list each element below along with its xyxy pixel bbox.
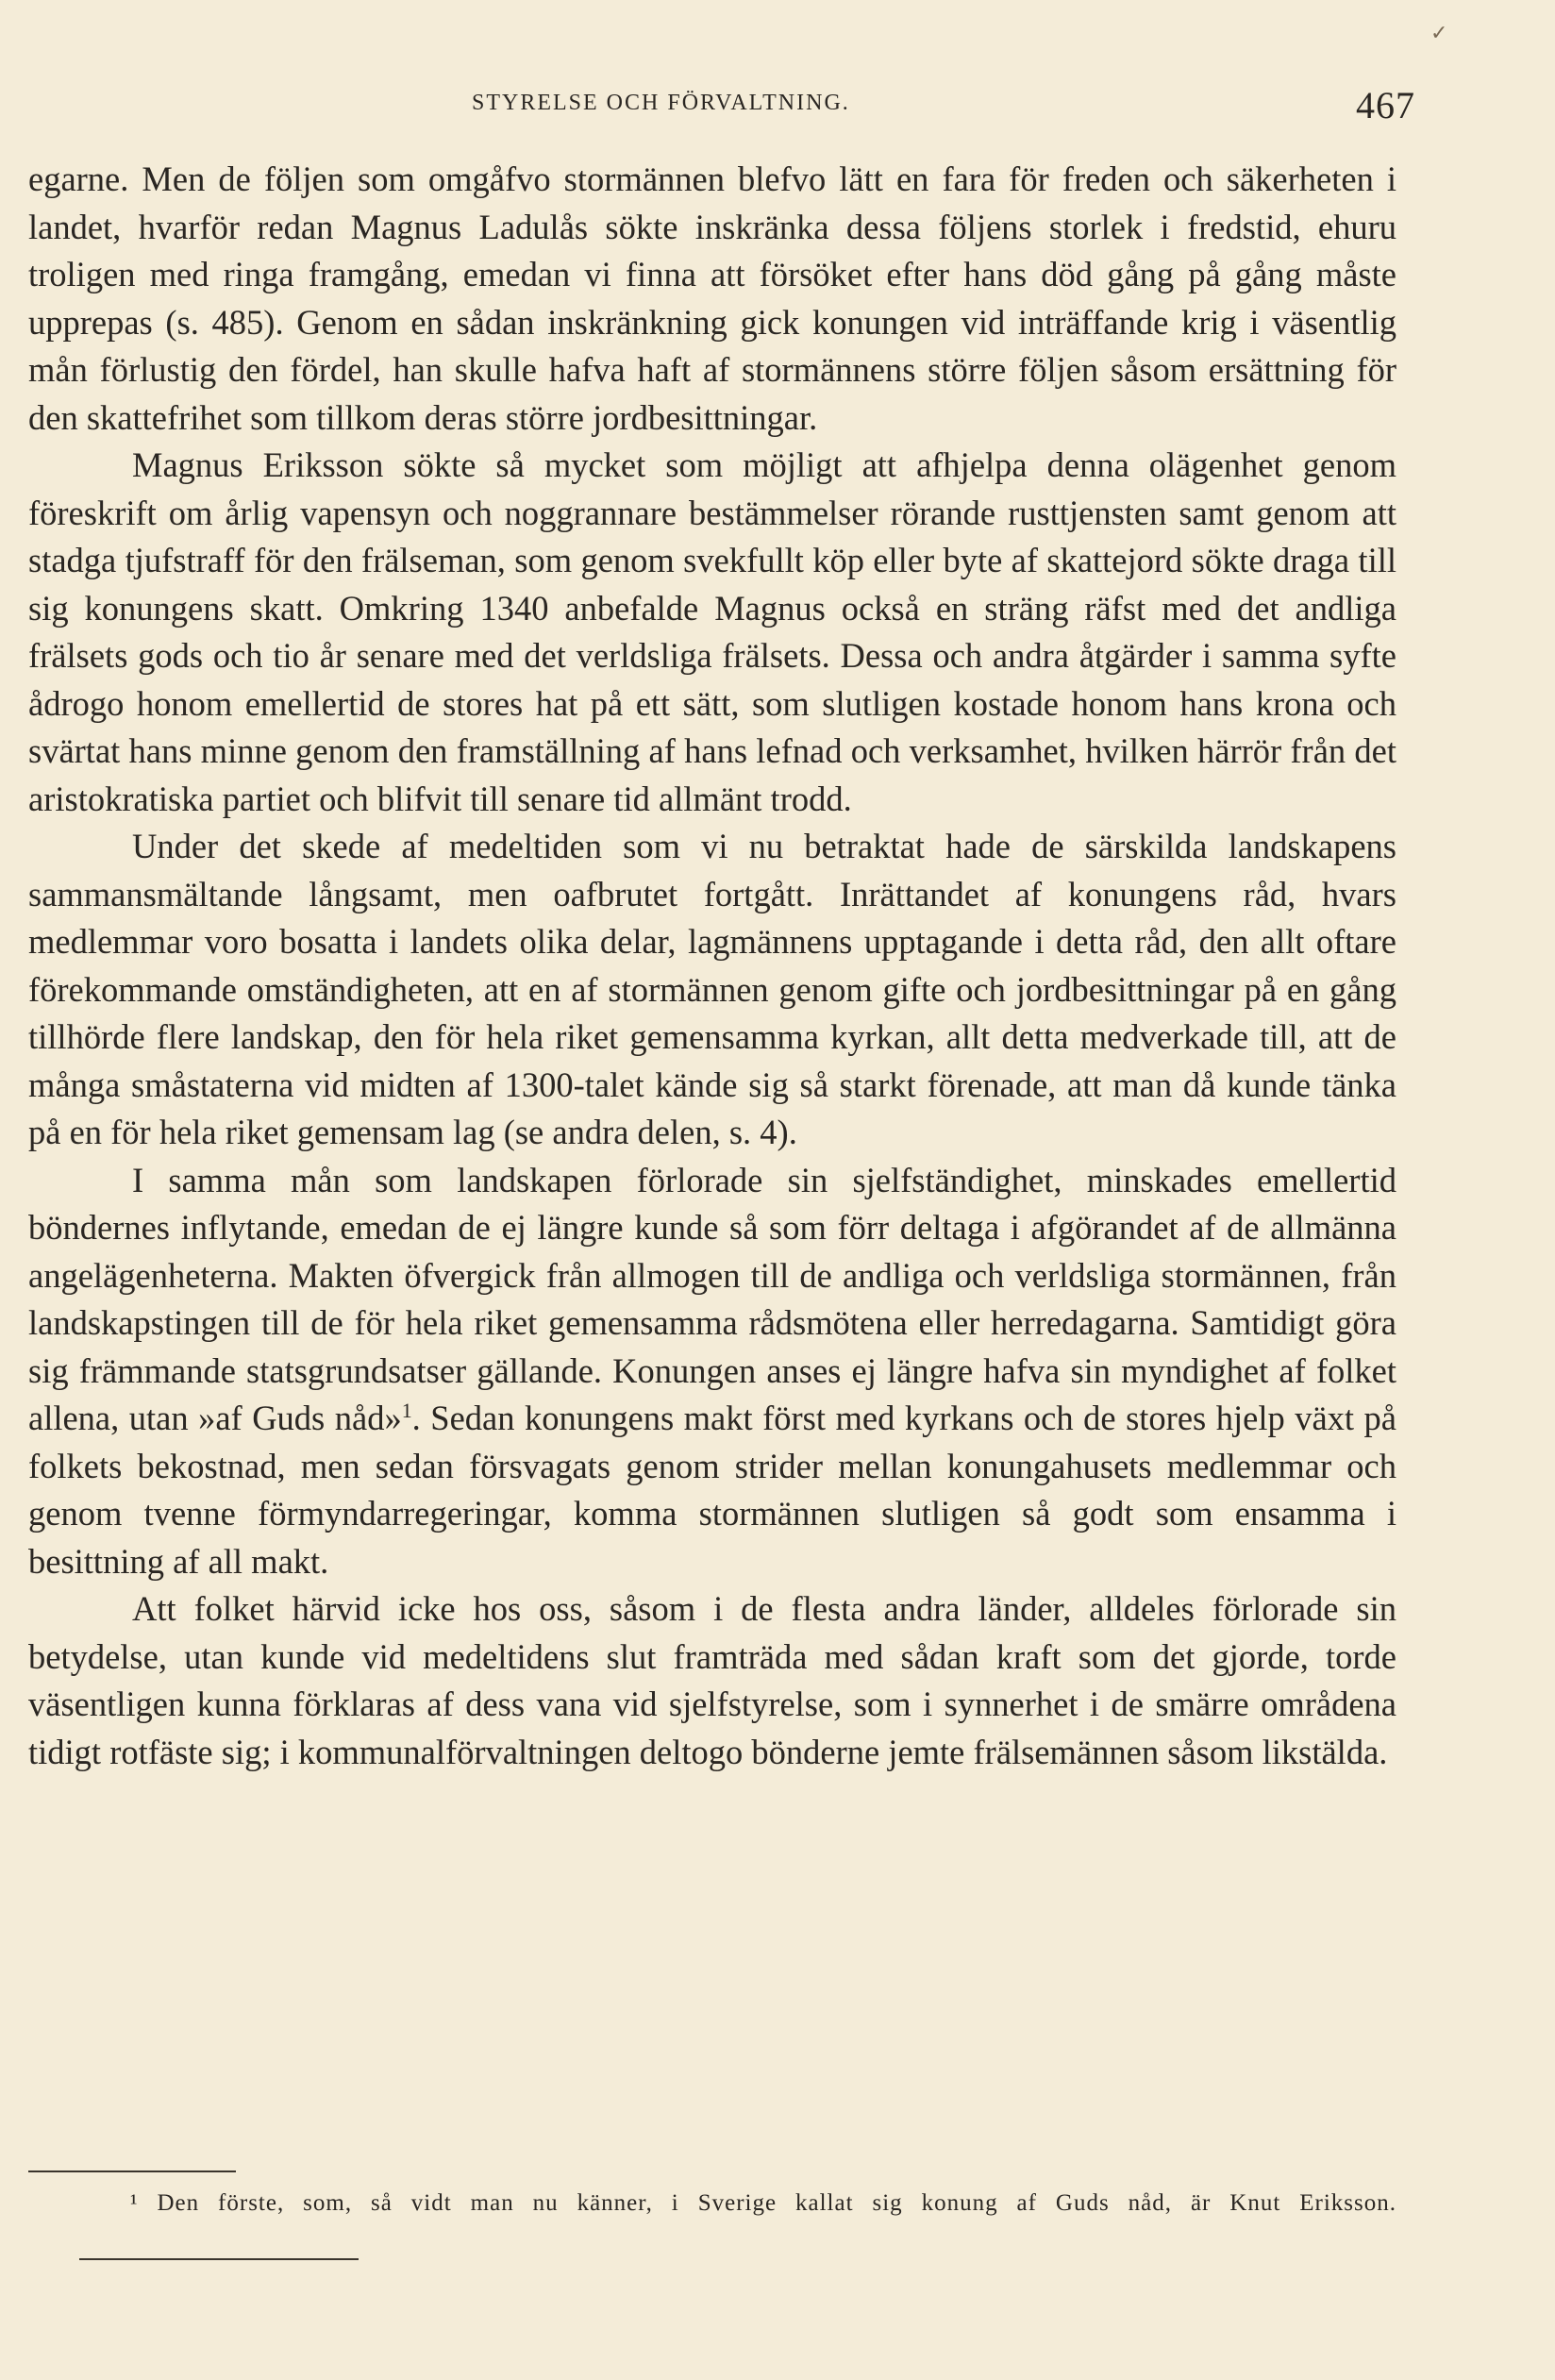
paragraph-3: Under det skede af medeltiden som vi nu betraktat hade de särskilda landskapens sammansmältande långsamt, men oafbrutet fortgått. Inrättandet af konungens råd, hvars medlemmar voro bosatta i landets olika delar, lagmännens upptagande i detta råd, den allt oftare förekommande omständigheten, att en af stormännen genom gifte och jordbesittningar på en gång tillhörde flere landskap, den för hela riket gemensamma kyrkan, allt detta medverkade till, att de många småstaterna vid midten af 1300-talet kände sig så starkt förenade, att man då kunde tänka på en för hela riket gemensam lag (se andra delen, s. 4). [28, 827, 1396, 1151]
page-number: 467 [1356, 84, 1415, 126]
running-head [28, 84, 1415, 126]
paragraph-4 [28, 1157, 1396, 1586]
footnote [28, 2176, 1396, 2286]
footnote-text-line [28, 2176, 1396, 2286]
paragraph-4-start: I samma mån som landskapen förlorade sin sjelfständighet, minskades emellertid böndernes inflytande, emedan de ej längre kunde så som förr deltaga i afgörandet af de allmänna angelägenheterna. Makten öfvergick från allmogen till de andliga och verldsliga stormännen, från landskapstingen till de för hela riket gemensamma rådsmötena eller herredagarna. Samtidigt göra sig främmande statsgrundsatser gällande. Konungen anses ej längre hafva sin myndighet af folket allena, utan »af Guds nåd» [28, 1160, 1396, 1437]
pencil-tick-mark: ✓ [1430, 21, 1448, 44]
footnote-reference[interactable]: 1 [401, 1398, 412, 1422]
footnote-marker: ¹ [130, 2190, 139, 2216]
footnote-end-rule [79, 2258, 359, 2260]
paragraph-4-rest: . Sedan konungens makt först med kyrkans och de stores hjelp växt på folkets bekostnad, men sedan försvagats genom strider mellan konungahusets medlemmar och genom tvenne förmyndarregeringar, komma stormännen slutligen så godt som ensamma i besittning af all makt. [28, 1399, 1396, 1581]
footnote-divider [28, 2170, 236, 2172]
footnote-text: Den förste, som, så vidt man nu känner, i Sverige kallat sig konung af Guds nåd, är Knut Eriksson. [157, 2190, 1397, 2216]
running-title: STYRELSE OCH FÖRVALTNING. [472, 91, 850, 115]
body-text [28, 156, 1396, 1776]
paragraph-2: Magnus Eriksson sökte så mycket som möjligt att afhjelpa denna olägenhet genom föreskrift om årlig vapensyn och noggrannare bestämmelser rörande rusttjensten samt genom att stadga tjufstraff för den frälseman, som genom svekfullt köp eller byte af skattejord sökte draga till sig konungens skatt. Omkring 1340 anbefalde Magnus också en sträng räfst med det andliga frälsets gods och tio år senare med det verldsliga frälsets. Dessa och andra åtgärder i samma syfte ådrogo honom emellertid de stores hat på ett sätt, som slutligen kostade honom hans krona och svärtat hans minne genom den framställning af hans lefnad och verksamhet, hvilken härrör från det aristokratiska partiet och blifvit till senare tid allmänt trodd. [28, 445, 1396, 818]
paragraph-5: Att folket härvid icke hos oss, såsom i de flesta andra länder, alldeles förlorade sin betydelse, utan kunde vid medeltidens slut framträda med sådan kraft som det gjorde, torde väsentligen kunna förklaras af dess vana vid sjelfstyrelse, som i synnerhet i de smärre områdena tidigt rotfäste sig; i kommunalförvaltningen deltogo bönderne jemte frälsemännen såsom likstälda. [28, 1589, 1396, 1771]
paragraph-1: egarne. Men de följen som omgåfvo stormännen blefvo lätt en fara för freden och säkerheten i landet, hvarför redan Magnus Ladulås sökte inskränka dessa följens storlek i fredstid, ehuru troligen med ringa framgång, emedan vi finna att försöket efter hans död gång på gång måste upprepas (s. 485). Genom en sådan inskränkning gick konungen vid inträffande krig i väsentlig mån förlustig den fördel, han skulle hafva haft af stormännens större följen såsom ersättning för den skattefrihet som tillkom deras större jordbesittningar. [28, 159, 1396, 437]
